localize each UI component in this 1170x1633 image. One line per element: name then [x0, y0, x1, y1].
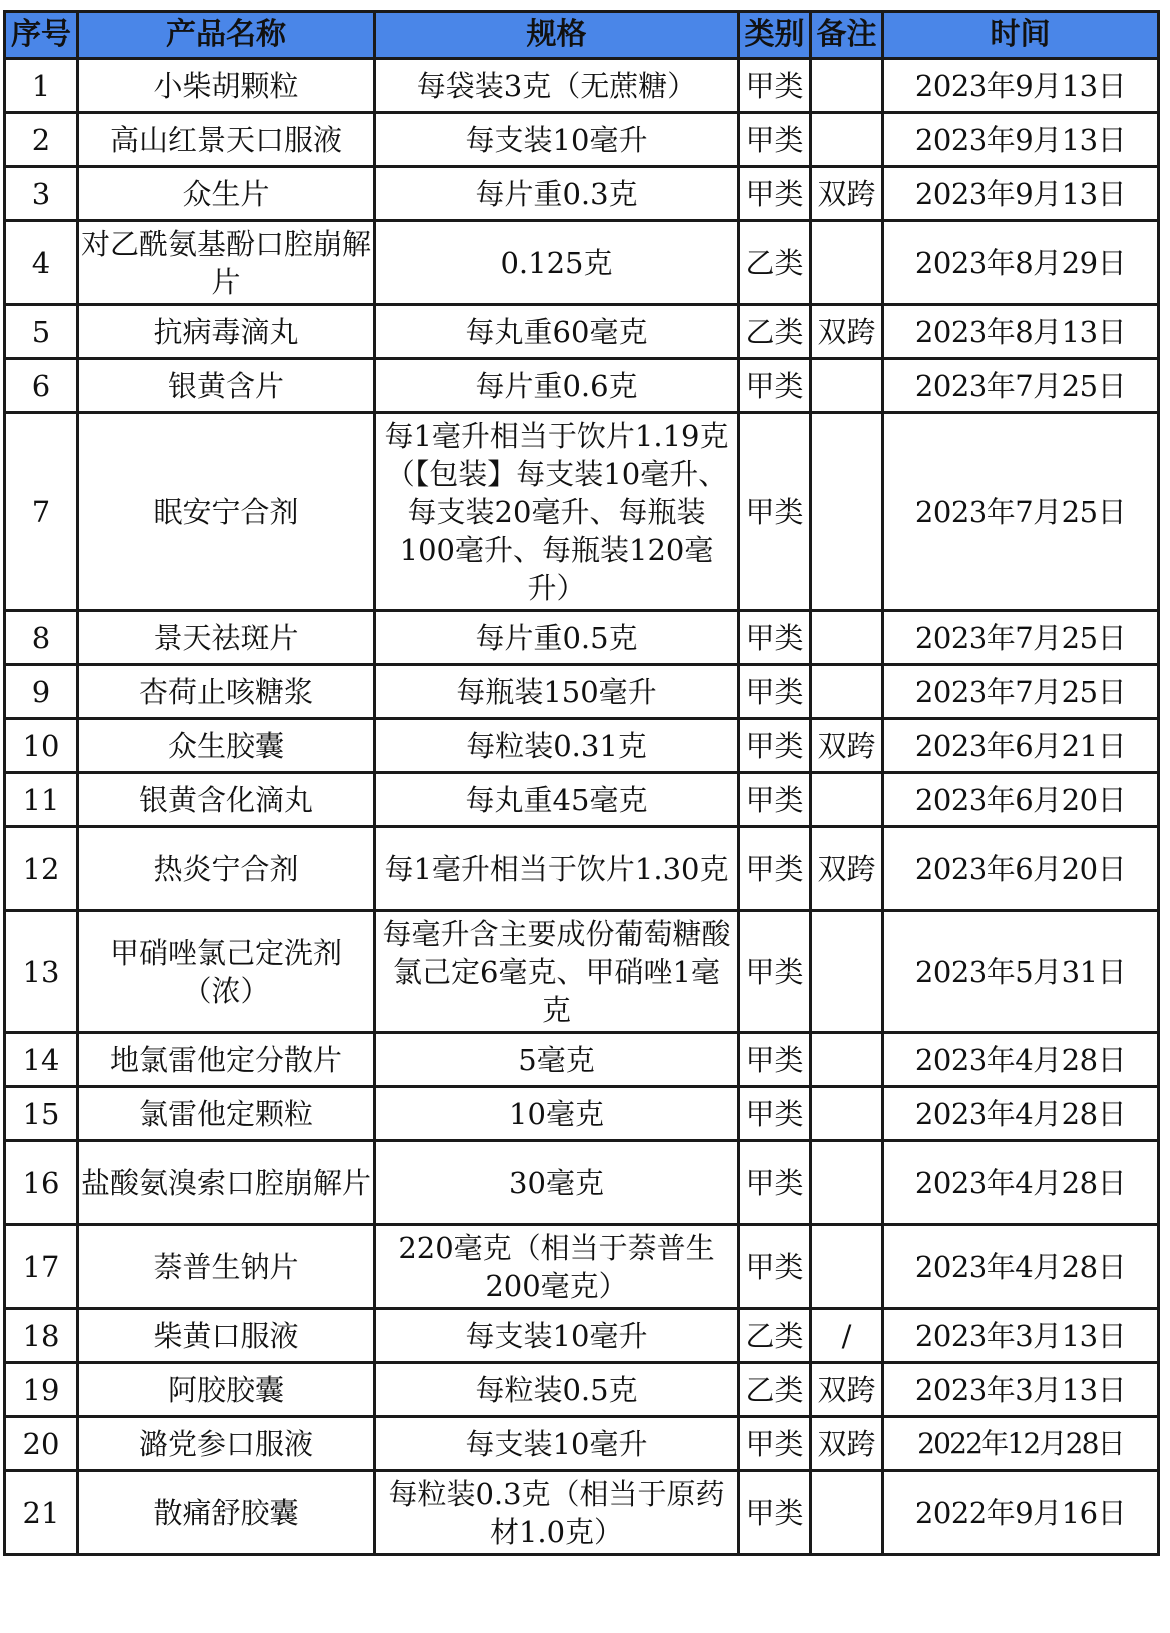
cell-spec: 每袋装3克（无蔗糖） [375, 59, 739, 113]
table-row [5, 1363, 1159, 1417]
cell-category: 甲类 [739, 1141, 811, 1225]
cell-time: 2023年3月13日 [883, 1363, 1159, 1417]
table-row [5, 665, 1159, 719]
cell-no: 14 [5, 1033, 78, 1087]
table-row [5, 827, 1159, 911]
cell-spec: 0.125克 [375, 221, 739, 305]
table-row [5, 167, 1159, 221]
cell-name: 众生胶囊 [78, 719, 375, 773]
cell-category: 乙类 [739, 221, 811, 305]
cell-name: 甲硝唑氯己定洗剂（浓） [78, 911, 375, 1033]
cell-spec: 每片重0.6克 [375, 359, 739, 413]
table-row [5, 611, 1159, 665]
header-time: 时间 [883, 12, 1159, 59]
cell-note: 双跨 [811, 719, 883, 773]
cell-no: 12 [5, 827, 78, 911]
table-row [5, 1141, 1159, 1225]
cell-time: 2023年8月29日 [883, 221, 1159, 305]
cell-no: 21 [5, 1471, 78, 1555]
cell-spec: 30毫克 [375, 1141, 739, 1225]
table-body [5, 59, 1159, 1555]
cell-spec: 每丸重60毫克 [375, 305, 739, 359]
cell-note: 双跨 [811, 167, 883, 221]
cell-no: 3 [5, 167, 78, 221]
cell-category: 甲类 [739, 773, 811, 827]
cell-time: 2023年9月13日 [883, 59, 1159, 113]
cell-time: 2023年9月13日 [883, 113, 1159, 167]
cell-category: 乙类 [739, 305, 811, 359]
cell-time: 2023年9月13日 [883, 167, 1159, 221]
cell-note: 双跨 [811, 1417, 883, 1471]
cell-spec: 每粒装0.5克 [375, 1363, 739, 1417]
cell-name: 柴黄口服液 [78, 1309, 375, 1363]
cell-category: 甲类 [739, 719, 811, 773]
cell-no: 18 [5, 1309, 78, 1363]
cell-name: 眠安宁合剂 [78, 413, 375, 611]
cell-name: 潞党参口服液 [78, 1417, 375, 1471]
header-note: 备注 [811, 12, 883, 59]
cell-note [811, 59, 883, 113]
cell-spec: 每1毫升相当于饮片1.19克（【包装】每支装10毫升、每支装20毫升、每瓶装100毫升、每瓶装120毫升） [375, 413, 739, 611]
cell-spec: 每粒装0.3克（相当于原药材1.0克） [375, 1471, 739, 1555]
table-row [5, 413, 1159, 611]
cell-spec: 每支装10毫升 [375, 113, 739, 167]
cell-category: 甲类 [739, 59, 811, 113]
cell-no: 19 [5, 1363, 78, 1417]
cell-category: 甲类 [739, 167, 811, 221]
cell-note [811, 665, 883, 719]
cell-name: 景天祛斑片 [78, 611, 375, 665]
cell-category: 甲类 [739, 911, 811, 1033]
table-row [5, 773, 1159, 827]
cell-note [811, 911, 883, 1033]
table-row [5, 719, 1159, 773]
table-row [5, 221, 1159, 305]
cell-name: 地氯雷他定分散片 [78, 1033, 375, 1087]
cell-no: 6 [5, 359, 78, 413]
cell-no: 2 [5, 113, 78, 167]
cell-time: 2023年3月13日 [883, 1309, 1159, 1363]
cell-spec: 每片重0.5克 [375, 611, 739, 665]
cell-time: 2023年4月28日 [883, 1087, 1159, 1141]
cell-note [811, 1471, 883, 1555]
cell-spec: 每支装10毫升 [375, 1417, 739, 1471]
cell-note: 双跨 [811, 827, 883, 911]
drug-list-table [3, 10, 1160, 1556]
cell-name: 阿胶胶囊 [78, 1363, 375, 1417]
cell-category: 甲类 [739, 413, 811, 611]
header-row [5, 12, 1159, 59]
cell-name: 抗病毒滴丸 [78, 305, 375, 359]
cell-time: 2022年9月16日 [883, 1471, 1159, 1555]
table-row [5, 59, 1159, 113]
header-category: 类别 [739, 12, 811, 59]
table-row [5, 1033, 1159, 1087]
cell-time: 2023年7月25日 [883, 611, 1159, 665]
cell-time: 2023年7月25日 [883, 413, 1159, 611]
cell-no: 8 [5, 611, 78, 665]
cell-time: 2023年4月28日 [883, 1141, 1159, 1225]
cell-no: 15 [5, 1087, 78, 1141]
table-row [5, 113, 1159, 167]
table-row [5, 305, 1159, 359]
cell-spec: 每粒装0.31克 [375, 719, 739, 773]
cell-category: 乙类 [739, 1309, 811, 1363]
cell-spec: 10毫克 [375, 1087, 739, 1141]
cell-category: 乙类 [739, 1363, 811, 1417]
cell-time: 2023年7月25日 [883, 665, 1159, 719]
cell-category: 甲类 [739, 1033, 811, 1087]
cell-name: 银黄含片 [78, 359, 375, 413]
cell-spec: 220毫克（相当于萘普生200毫克） [375, 1225, 739, 1309]
cell-category: 甲类 [739, 1417, 811, 1471]
cell-note: 双跨 [811, 305, 883, 359]
cell-name: 杏荷止咳糖浆 [78, 665, 375, 719]
cell-spec: 每毫升含主要成份葡萄糖酸氯己定6毫克、甲硝唑1毫克 [375, 911, 739, 1033]
header-no: 序号 [5, 12, 78, 59]
cell-category: 甲类 [739, 359, 811, 413]
cell-category: 甲类 [739, 1225, 811, 1309]
table-row [5, 1087, 1159, 1141]
cell-note [811, 1087, 883, 1141]
cell-name: 萘普生钠片 [78, 1225, 375, 1309]
cell-note [811, 1033, 883, 1087]
cell-time: 2023年6月21日 [883, 719, 1159, 773]
cell-note [811, 1225, 883, 1309]
cell-note: / [811, 1309, 883, 1363]
header-name: 产品名称 [78, 12, 375, 59]
header-spec: 规格 [375, 12, 739, 59]
cell-no: 16 [5, 1141, 78, 1225]
cell-no: 7 [5, 413, 78, 611]
cell-time: 2023年6月20日 [883, 773, 1159, 827]
cell-note [811, 221, 883, 305]
cell-note [811, 773, 883, 827]
cell-name: 对乙酰氨基酚口腔崩解片 [78, 221, 375, 305]
cell-spec: 每丸重45毫克 [375, 773, 739, 827]
cell-name: 高山红景天口服液 [78, 113, 375, 167]
cell-no: 1 [5, 59, 78, 113]
cell-time: 2023年8月13日 [883, 305, 1159, 359]
table-row [5, 1225, 1159, 1309]
cell-category: 甲类 [739, 1471, 811, 1555]
cell-category: 甲类 [739, 611, 811, 665]
table-row [5, 1471, 1159, 1555]
cell-category: 甲类 [739, 665, 811, 719]
cell-note [811, 413, 883, 611]
cell-name: 热炎宁合剂 [78, 827, 375, 911]
cell-note: 双跨 [811, 1363, 883, 1417]
cell-note [811, 611, 883, 665]
cell-category: 甲类 [739, 113, 811, 167]
cell-spec: 每片重0.3克 [375, 167, 739, 221]
table-row [5, 359, 1159, 413]
cell-name: 氯雷他定颗粒 [78, 1087, 375, 1141]
cell-no: 11 [5, 773, 78, 827]
cell-time: 2023年6月20日 [883, 827, 1159, 911]
cell-name: 盐酸氨溴索口腔崩解片 [78, 1141, 375, 1225]
cell-no: 10 [5, 719, 78, 773]
cell-note [811, 113, 883, 167]
cell-no: 4 [5, 221, 78, 305]
table-row [5, 911, 1159, 1033]
cell-note [811, 1141, 883, 1225]
cell-category: 甲类 [739, 827, 811, 911]
cell-no: 17 [5, 1225, 78, 1309]
cell-time: 2023年4月28日 [883, 1033, 1159, 1087]
cell-category: 甲类 [739, 1087, 811, 1141]
cell-no: 20 [5, 1417, 78, 1471]
table-row [5, 1309, 1159, 1363]
cell-name: 散痛舒胶囊 [78, 1471, 375, 1555]
cell-no: 13 [5, 911, 78, 1033]
cell-name: 众生片 [78, 167, 375, 221]
cell-time: 2023年5月31日 [883, 911, 1159, 1033]
cell-name: 小柴胡颗粒 [78, 59, 375, 113]
cell-time: 2023年7月25日 [883, 359, 1159, 413]
cell-name: 银黄含化滴丸 [78, 773, 375, 827]
cell-spec: 每瓶装150毫升 [375, 665, 739, 719]
cell-spec: 5毫克 [375, 1033, 739, 1087]
table-row [5, 1417, 1159, 1471]
cell-no: 9 [5, 665, 78, 719]
cell-spec: 每1毫升相当于饮片1.30克 [375, 827, 739, 911]
cell-note [811, 359, 883, 413]
cell-spec: 每支装10毫升 [375, 1309, 739, 1363]
cell-time: 2023年4月28日 [883, 1225, 1159, 1309]
cell-no: 5 [5, 305, 78, 359]
cell-time: 2022年12月28日 [883, 1417, 1159, 1471]
